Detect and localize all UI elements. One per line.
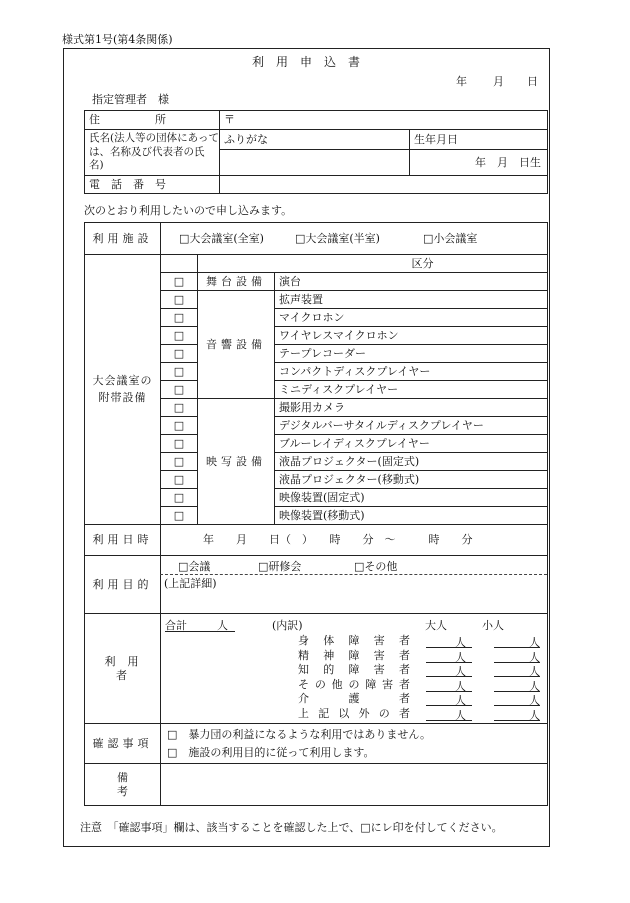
equipment-label: 大会議室の附帯設備 [85, 255, 161, 525]
applicant-table [84, 110, 548, 194]
users-unit: 人 [529, 665, 540, 678]
users-breakdown-label: (内訳) [272, 619, 303, 632]
equipment-item: 液晶プロジェクター(固定式) [275, 453, 548, 471]
equipment-item: ブルーレイディスクプレイヤー [275, 435, 548, 453]
name-field[interactable] [220, 150, 410, 176]
equipment-group-projection: 映写設備 [198, 399, 275, 525]
users-label: 利用者 [85, 614, 161, 724]
users-unit: 人 [455, 636, 466, 649]
date-month-label: 月 [493, 75, 504, 88]
equipment-checkbox[interactable]: □ [161, 453, 198, 471]
purpose-option-other[interactable]: □その他 [354, 560, 398, 573]
users-category-label: その他の障害者 [298, 678, 410, 691]
remarks-label: 備考 [85, 764, 161, 806]
users-adult-count[interactable] [426, 707, 472, 721]
users-adult-header: 大人 [425, 619, 447, 632]
users-child-count[interactable] [494, 649, 540, 663]
users-category-label: 介護者 [298, 692, 410, 705]
equipment-checkbox[interactable]: □ [161, 381, 198, 399]
purpose-option-meeting[interactable]: □会議 [178, 560, 211, 573]
users-child-header: 小人 [482, 619, 504, 632]
users-unit: 人 [529, 636, 540, 649]
birthdate-label: 生年月日 [410, 130, 548, 150]
users-child-count[interactable] [494, 707, 540, 721]
users-child-count[interactable] [494, 663, 540, 677]
facility-option-small[interactable]: □小会議室 [422, 231, 478, 245]
users-adult-count[interactable] [426, 649, 472, 663]
equipment-checkbox[interactable]: □ [161, 417, 198, 435]
users-unit: 人 [455, 709, 466, 722]
equipment-checkbox[interactable]: □ [161, 507, 198, 525]
equipment-checkbox[interactable]: □ [161, 471, 198, 489]
users-adult-count[interactable] [426, 663, 472, 677]
facility-options[interactable] [161, 223, 548, 255]
confirmation-items[interactable] [161, 724, 548, 764]
equipment-item: デジタルバーサタイルディスクプレイヤー [275, 417, 548, 435]
users-category-label: 精神障害者 [298, 649, 410, 662]
equipment-checkbox[interactable]: □ [161, 363, 198, 381]
users-adult-count[interactable] [426, 678, 472, 692]
equipment-checkbox[interactable]: □ [161, 309, 198, 327]
equipment-checkbox[interactable]: □ [161, 273, 198, 291]
usage-date-label: 利用日時 [85, 525, 161, 556]
furigana-field[interactable]: ふりがな [220, 130, 410, 150]
address-field[interactable]: 〒 [220, 111, 548, 130]
equipment-header-blank [161, 255, 198, 273]
usage-date-field[interactable]: 年 月 日（ ） 時 分 ～ 時 分 [161, 525, 548, 556]
users-child-count[interactable] [494, 634, 540, 648]
purpose-detail-label: (上記詳細) [164, 577, 217, 590]
users-unit: 人 [455, 665, 466, 678]
footnote: 注意 「確認事項」欄は、該当することを確認した上で、□にレ印を付してください。 [80, 821, 503, 834]
addressee: 指定管理者 様 [92, 93, 169, 106]
users-category-label: 上記以外の者 [298, 707, 410, 720]
users-unit: 人 [529, 694, 540, 707]
birthdate-field[interactable]: 年 月 日生 [410, 150, 548, 176]
users-child-count[interactable] [494, 692, 540, 706]
equipment-item: 演台 [275, 273, 548, 291]
equipment-group-audio: 音響設備 [198, 291, 275, 399]
equipment-checkbox[interactable]: □ [161, 435, 198, 453]
equipment-checkbox[interactable]: □ [161, 291, 198, 309]
equipment-header: 区分 [198, 255, 548, 273]
date-year-label: 年 [456, 75, 467, 88]
equipment-checkbox[interactable]: □ [161, 345, 198, 363]
users-total-unit: 人 [217, 619, 228, 632]
users-category-label: 知的障害者 [298, 663, 410, 676]
equipment-item: 映像装置(固定式) [275, 489, 548, 507]
phone-label: 電 話 番 号 [85, 176, 220, 194]
users-unit: 人 [455, 680, 466, 693]
address-label: 住 所 [85, 111, 220, 130]
equipment-item: ミニディスクプレイヤー [275, 381, 548, 399]
form-number: 様式第1号(第4条関係) [62, 33, 173, 46]
form-title: 利 用 申 込 書 [252, 55, 361, 69]
users-total-label: 合計 [165, 619, 187, 632]
date-day-label: 日 [527, 75, 538, 88]
equipment-checkbox[interactable]: □ [161, 489, 198, 507]
confirmation-item-1[interactable]: □ 暴力団の利益になるような利用ではありません。 [167, 727, 432, 741]
purpose-label: 利用目的 [85, 556, 161, 614]
name-label: 氏名(法人等の団体にあっては、名称及び代表者の氏名) [85, 130, 220, 176]
intro-text: 次のとおり利用したいので申し込みます。 [84, 204, 293, 217]
purpose-option-training[interactable]: □研修会 [258, 560, 302, 573]
users-total[interactable] [165, 620, 235, 632]
users-unit: 人 [529, 709, 540, 722]
users-child-count[interactable] [494, 678, 540, 692]
users-category-label: 身体障害者 [298, 634, 410, 647]
confirmation-label: 確認事項 [85, 724, 161, 764]
equipment-item: 撮影用カメラ [275, 399, 548, 417]
phone-field[interactable] [220, 176, 548, 194]
equipment-item: コンパクトディスクプレイヤー [275, 363, 548, 381]
confirmation-item-2[interactable]: □ 施設の利用目的に従って利用します。 [167, 745, 375, 759]
purpose-divider [160, 574, 547, 575]
equipment-checkbox[interactable]: □ [161, 327, 198, 345]
equipment-checkbox[interactable]: □ [161, 399, 198, 417]
equipment-item: 拡声装置 [275, 291, 548, 309]
remarks-field[interactable] [161, 764, 548, 806]
users-adult-count[interactable] [426, 634, 472, 648]
facility-option-half[interactable]: □大会議室(半室) [294, 231, 380, 245]
equipment-item: マイクロホン [275, 309, 548, 327]
facility-option-full[interactable]: □大会議室(全室) [179, 231, 264, 245]
facility-label: 利用施設 [85, 223, 161, 255]
equipment-item: テープレコーダー [275, 345, 548, 363]
equipment-item: 液晶プロジェクター(移動式) [275, 471, 548, 489]
users-unit: 人 [455, 651, 466, 664]
equipment-item: 映像装置(移動式) [275, 507, 548, 525]
equipment-group-stage: 舞台設備 [198, 273, 275, 291]
users-unit: 人 [455, 694, 466, 707]
users-unit: 人 [529, 680, 540, 693]
users-adult-count[interactable] [426, 692, 472, 706]
users-unit: 人 [529, 651, 540, 664]
equipment-item: ワイヤレスマイクロホン [275, 327, 548, 345]
